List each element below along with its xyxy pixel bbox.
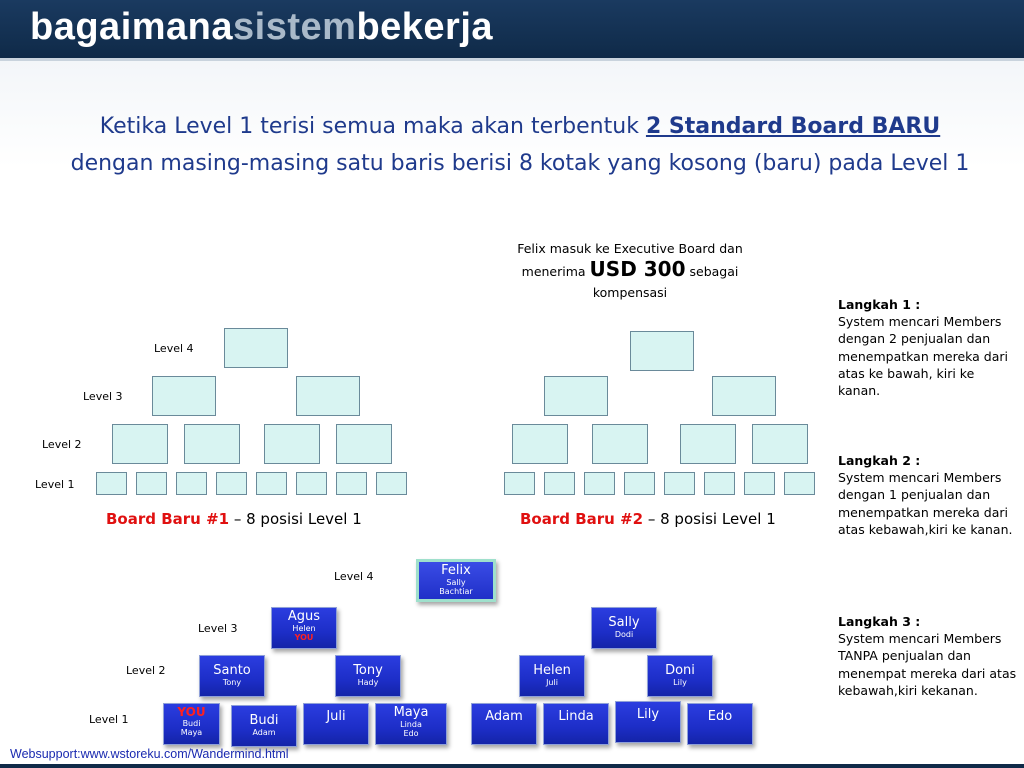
note-amount: USD 300 [589, 257, 686, 281]
board2-slot [592, 424, 648, 464]
node-juli-name: Juli [326, 709, 346, 724]
footer-link[interactable]: Websupport:www.wstoreku.com/Wandermind.html [10, 747, 289, 761]
node-doni [647, 655, 713, 697]
board1-level2-label: Level 2 [42, 438, 82, 451]
step-3-body: System mencari Members TANPA penjualan dan menempat mereka dari atas kebawah,kiri kekanan. [838, 631, 1017, 698]
node-felix-sub-1: Sally [446, 578, 466, 587]
title-part-2: sistem [233, 6, 357, 48]
board2-slot [584, 472, 615, 495]
board2-slot [624, 472, 655, 495]
node-doni-name: Doni [665, 663, 695, 678]
node-maya [375, 703, 447, 745]
step-1-body: System mencari Members dengan 2 penjualan dan menempatkan mereka dari atas ke bawah, kiri ke kanan. [838, 314, 1009, 399]
node-felix-name: Felix [441, 563, 471, 578]
step-2-title: Langkah 2 : [838, 453, 921, 468]
node-budi-name: Budi [249, 713, 279, 728]
node-linda [543, 703, 609, 745]
intro-highlight: 2 Standard Board BARU [645, 114, 941, 139]
node-maya-name: Maya [393, 705, 429, 720]
tree-level4-label: Level 4 [334, 570, 374, 583]
board2-slot [544, 472, 575, 495]
intro-part-a: Ketika Level 1 terisi semua maka akan terbentuk [99, 114, 646, 139]
board2-slot [704, 472, 735, 495]
step-2 [838, 452, 1018, 538]
board2-caption-label: Board Baru #2 [520, 510, 644, 528]
node-you [163, 703, 220, 745]
note-post: sebagai [685, 264, 739, 279]
note-line-1: Felix masuk ke Executive Board dan [517, 241, 743, 256]
node-tony-sub-1: Hady [357, 678, 379, 687]
note-line-2 [495, 259, 765, 282]
board1-caption-rest: – 8 posisi Level 1 [229, 510, 362, 528]
node-santo-sub-1: Tony [222, 678, 242, 687]
node-sally-name: Sally [608, 615, 640, 630]
node-helen-name: Helen [533, 663, 571, 678]
board1-caption-label: Board Baru #1 [106, 510, 230, 528]
board1-level1-label: Level 1 [35, 478, 75, 491]
node-juli [303, 703, 369, 745]
title-part-1: bagaimana [30, 6, 234, 48]
board1-slot [216, 472, 247, 495]
title-part-3: bekerja [356, 6, 494, 48]
tree-level3-label: Level 3 [198, 622, 238, 635]
node-you-sub-2: Maya [180, 728, 203, 737]
header-bar [0, 0, 1024, 58]
node-santo [199, 655, 265, 697]
node-santo-name: Santo [213, 663, 251, 678]
node-agus-sub-1: Helen [292, 624, 316, 633]
node-edo-name: Edo [707, 709, 733, 724]
node-helen-sub-1: Juli [546, 678, 558, 687]
node-helen [519, 655, 585, 697]
board1-slot [96, 472, 127, 495]
board2-slot [712, 376, 776, 416]
felix-note [495, 238, 765, 303]
board1-slot [264, 424, 320, 464]
node-sally [591, 607, 657, 649]
board1-slot [184, 424, 240, 464]
node-doni-sub-1: Lily [673, 678, 687, 687]
board1-slot [152, 376, 216, 416]
board2-slot [752, 424, 808, 464]
board2-caption-rest: – 8 posisi Level 1 [643, 510, 776, 528]
note-line-3: kompensasi [592, 285, 668, 300]
node-agus [271, 607, 337, 649]
node-budi [231, 705, 297, 747]
step-2-body: System mencari Members dengan 1 penjualan dan menempatkan mereka dari atas kebawah,kiri ke kanan. [838, 470, 1013, 537]
tree-level2-label: Level 2 [126, 664, 166, 677]
node-you-name: YOU [177, 705, 206, 719]
node-linda-name: Linda [558, 709, 594, 724]
footer-bar [0, 764, 1024, 768]
node-tony-name: Tony [353, 663, 383, 678]
node-maya-sub-2: Edo [403, 729, 419, 738]
board2-slot [630, 331, 694, 371]
node-sally-sub-1: Dodi [614, 630, 634, 639]
board1-slot [224, 328, 288, 368]
board2-slot [504, 472, 535, 495]
board1-slot [336, 424, 392, 464]
board1-slot [176, 472, 207, 495]
board1-slot [112, 424, 168, 464]
step-1-title: Langkah 1 : [838, 297, 921, 312]
step-1 [838, 296, 1018, 399]
node-agus-name: Agus [287, 609, 321, 624]
node-lily-name: Lily [636, 707, 660, 722]
board1-slot [376, 472, 407, 495]
board1-slot [296, 472, 327, 495]
board2-slot [664, 472, 695, 495]
board1-slot [296, 376, 360, 416]
board1-slot [136, 472, 167, 495]
tree-level1-label: Level 1 [89, 713, 129, 726]
board1-level3-label: Level 3 [83, 390, 123, 403]
node-lily [615, 701, 681, 743]
board2-slot [784, 472, 815, 495]
node-adam-name: Adam [485, 709, 523, 724]
board2-caption [520, 510, 776, 528]
board2-slot [544, 376, 608, 416]
board2-slot [744, 472, 775, 495]
slide-title [30, 6, 493, 49]
step-3 [838, 613, 1018, 699]
board1-caption [106, 510, 362, 528]
node-budi-sub-1: Adam [252, 728, 276, 737]
node-tony [335, 655, 401, 697]
note-pre: menerima [521, 264, 590, 279]
board1-level4-label: Level 4 [154, 342, 194, 355]
intro-text [60, 108, 980, 182]
board1-slot [256, 472, 287, 495]
board2-slot [512, 424, 568, 464]
step-3-title: Langkah 3 : [838, 614, 921, 629]
node-maya-sub-1: Linda [400, 720, 422, 729]
intro-part-b: dengan masing-masing satu baris berisi 8 kotak yang kosong (baru) pada Level 1 [70, 151, 970, 176]
node-felix-sub-2: Bachtiar [439, 587, 473, 596]
node-agus-you: YOU [294, 633, 314, 642]
node-felix [416, 559, 496, 602]
node-edo [687, 703, 753, 745]
board1-slot [336, 472, 367, 495]
node-you-sub-1: Budi [182, 719, 201, 728]
board2-slot [680, 424, 736, 464]
node-adam [471, 703, 537, 745]
